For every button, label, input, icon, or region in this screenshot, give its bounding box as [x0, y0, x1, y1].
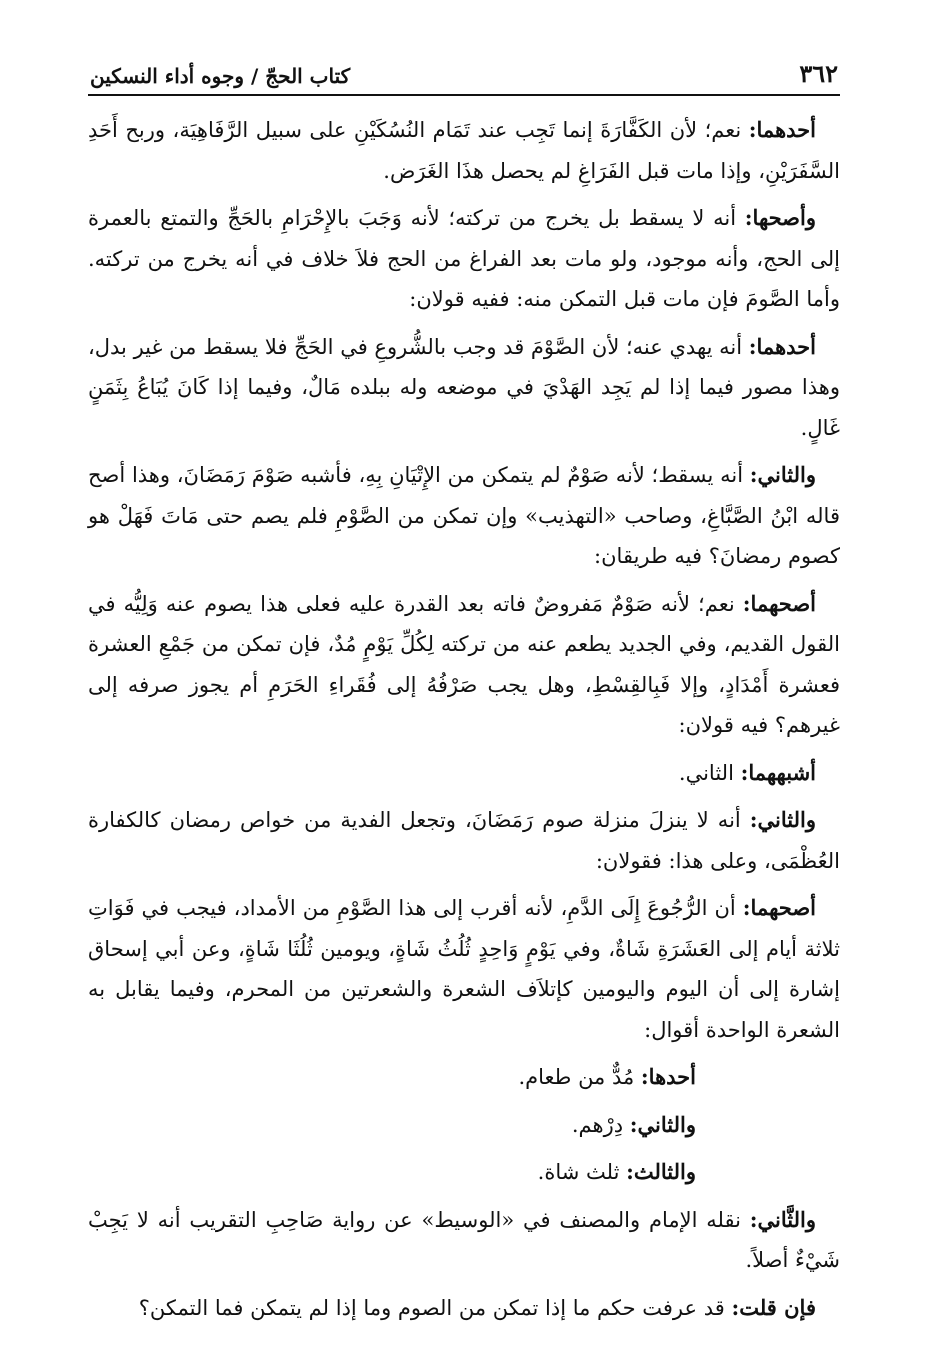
paragraph-text: نعم؛ لأن الكَفَّارَةَ إنما تَجِب عند تَمَام النُسُكَيْنِ على سبيل الرَّفَاهِيَة، وربح أَحَدِ السَّفَرَيْنِ، وإذا مات قبل الفَرَاغِ لم يحصل هذَا الغَرَض. [88, 118, 840, 183]
page-body [88, 110, 840, 1328]
paragraph-text: نعم؛ لأنه صَوْمٌ مَفروضٌ فاته بعد القدرة عليه فعلى هذا يصوم عنه وَلِيُّه في القول القديم، وفي الجديد يطعم عنه من تركته لِكُلِّ يَوْمٍ مُدٌ، فإن تمكن من جَمْعِ العشرة فعشرة أَمْدَادٍ، وإلا فَبِالقِسْطِ، وهل يجب صَرْفُهُ إلى فُقَراءِ الحَرَمِ أم يجوز صرفه إلى غيرهم؟ فيه قولان: [88, 591, 840, 737]
sub-paragraph [88, 1152, 840, 1193]
paragraph-label: والثَّاني: [749, 1206, 816, 1232]
paragraph-label: أحدهما: [748, 117, 816, 142]
paragraph [88, 327, 840, 449]
paragraph-label: والثاني: [629, 1111, 696, 1137]
header-rule [88, 94, 840, 96]
sub-paragraph [88, 1105, 840, 1146]
paragraph-label: فإن قلت: [731, 1294, 816, 1320]
paragraph-text: أن الرُّجُوعَ إِلَى الدَّمِ، لأنه أقرب إلى هذا الصَّوْمِ من الأمداد، فيجب في فَوَاتِ ثلاثة أيام إلى العَشَرَةِ شَاةٌ، وفي يَوْمٍ وَاحِدٍ ثُلُثُ شَاةٍ، ويومين ثُلُثَا شَاةٍ، وعن أبي إسحاق إشارة إلى أن اليوم واليومين كإتلاَف الشعرة والشعرتين من المحرم، وفيما يقابل به الشعرة الواحدة أقوال: [88, 896, 840, 1042]
paragraph-label: أشبههما: [740, 759, 816, 785]
paragraph-label: أحدها: [640, 1064, 696, 1089]
paragraph-text: دِرْهم. [571, 1112, 630, 1137]
paragraph [88, 800, 840, 881]
paragraph [88, 1200, 840, 1281]
paragraph-text: أنه لا يسقط بل يخرج من تركته؛ لأنه وَجَبَ بالإِحْرَامِ بالحَجِّ والتمتع بالعمرة إلى الحج، وأنه موجود، ولو مات بعد الفراغ من الحج فلاَ خلاف في أنه يخرج من تركته. وأما الصَّومَ فإن مات قبل التمكن منه: ففيه قولان: [88, 206, 840, 311]
paragraph [88, 1288, 840, 1329]
paragraph [88, 455, 840, 577]
paragraph-label: أصحهما: [742, 590, 816, 616]
paragraph-label: أحدهما: [748, 333, 816, 359]
book-page [88, 44, 840, 1334]
paragraph-label: والثاني: [749, 462, 816, 487]
paragraph [88, 110, 840, 191]
paragraph-label: أصحهما: [742, 895, 816, 920]
paragraph-text: نقله الإمام والمصنف في «الوسيط» عن رواية صَاحِبِ التقريب أنه لا يَجِبْ شَيْءٌ أصلاً. [88, 1207, 840, 1272]
sub-paragraph [88, 1057, 840, 1098]
page-header [88, 44, 840, 92]
paragraph-label: والثاني: [749, 807, 816, 832]
paragraph-text: أنه لا ينزلَ منزلة صوم رَمَضَانَ، وتجعل الفدية من خواص رمضان كالكفارة العُظْمَى، وعلى هذا: فقولان: [88, 808, 840, 873]
paragraph-label: وأصحها: [744, 205, 816, 230]
page-number: ٣٦٢ [799, 59, 838, 88]
paragraph [88, 198, 840, 320]
paragraph-text: قد عرفت حكم ما إذا تمكن من الصوم وما إذا لم يتمكن فما التمكن؟ [138, 1295, 732, 1320]
paragraph [88, 753, 840, 794]
paragraph [88, 888, 840, 1050]
paragraph-label: والثالث: [626, 1159, 696, 1184]
paragraph-text: أنه يسقط؛ لأنه صَوْمٌ لم يتمكن من الإِتْيَانِ بِهِ، فأشبه صَوْمَ رَمَضَانَ، وهذا أصح قاله ابْنُ الصَّبَّاغِ، وصاحب «التهذيب» وإن تمكن من الصَّوْمِ فلم يصم حتى مَاتَ فَهَلْ هو كصوم رمضانَ؟ فيه طريقان: [88, 463, 840, 568]
paragraph-text: الثاني. [678, 760, 741, 785]
paragraph-text: أنه يهدي عنه؛ لأن الصَّوْمَ قد وجب بالشُّروعِ في الحَجِّ فلا يسقط من غير بدل، وهذا مصور فيما إذا لم يَجِد الهَدْيَ في موضعه وله ببلده مَالٌ، وفيما إذا كَانَ يُبَاعُ بِثَمَنٍ غَالٍ. [88, 334, 840, 440]
running-title: كتاب الحجّ / وجوه أداء النسكين [90, 64, 351, 88]
paragraph [88, 584, 840, 746]
paragraph-text: مُدٌّ من طعام. [518, 1065, 641, 1089]
paragraph-text: ثلث شاة. [537, 1160, 627, 1184]
